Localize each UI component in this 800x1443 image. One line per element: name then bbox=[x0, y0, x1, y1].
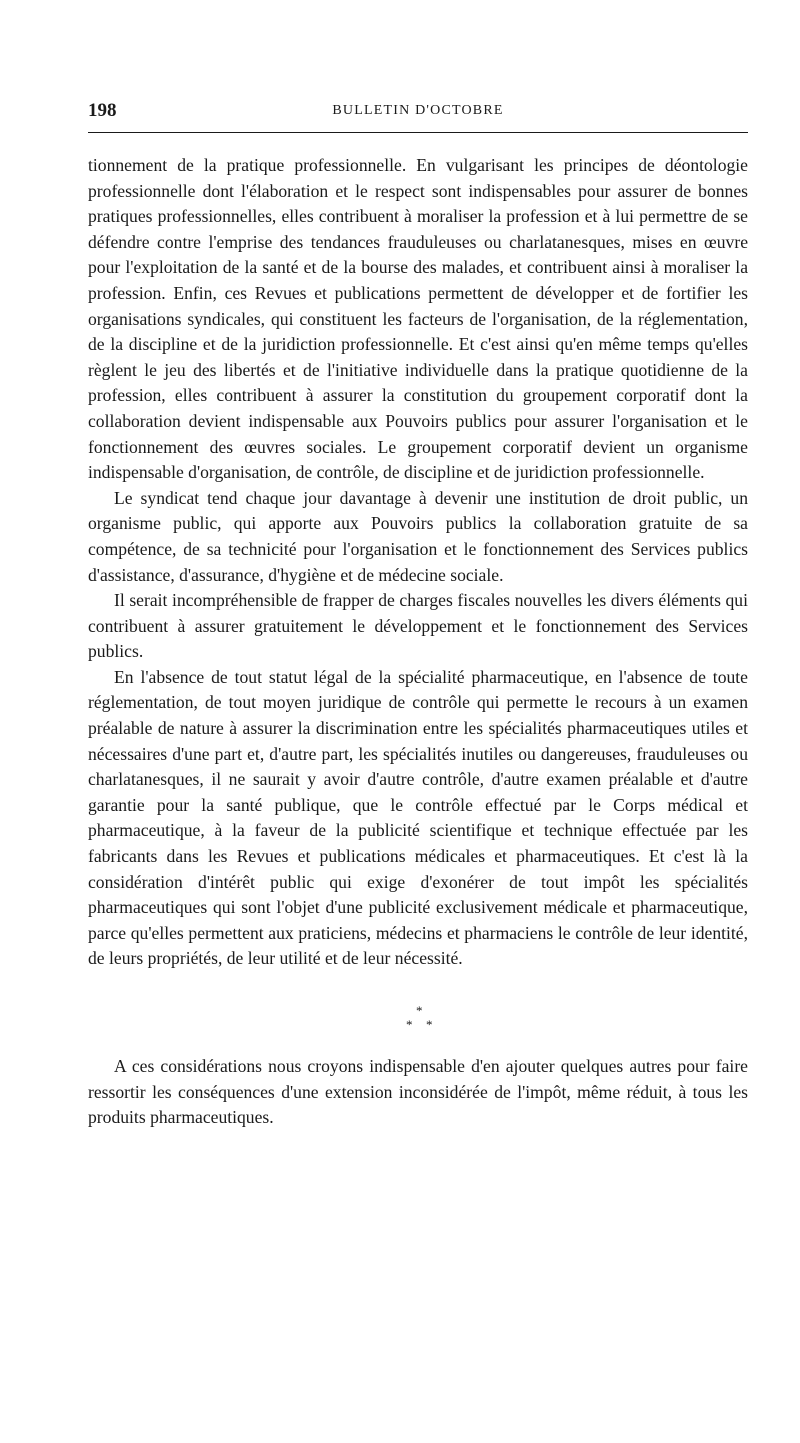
asterism-separator bbox=[88, 988, 748, 1044]
running-title: BULLETIN D'OCTOBRE bbox=[332, 103, 504, 118]
paragraph-closing: A ces considérations nous croyons indispensable d'en ajouter quelques autres pour faire ressortir les conséquences d'une extension inconsidérée de l'impôt, même réduit, à tous les produits pharmaceutiques. bbox=[88, 1056, 748, 1128]
paragraph-absence-statut: En l'absence de tout statut légal de la spécialité pharmaceutique, en l'absence de toute réglementation, de tout moyen juridique de contrôle qui permette le recours à un examen préalable de nature à assurer la discrimination entre les spécialités pharmaceutiques utiles et nécessaires d'une part et, d'autre part, les spécialités inutiles ou dangereuses, frauduleuses ou charlatanesques, il ne saurait y avoir d'autre contrôle, d'autre examen préalable et d'autre garantie pour la santé publique, que le contrôle effectué par le Corps médical et pharmaceutique, à la faveur de la publicité scientifique et technique effectuée par les fabricants dans les Revues et publications médicales et pharmaceutiques. Et c'est là la considération d'intérêt public qui exige d'exonérer de tout impôt les spécialités pharmaceutiques qui sont l'objet d'une publicité exclusivement médicale et pharmaceutique, parce qu'elles permettent aux praticiens, médecins et pharmaciens le contrôle de leur identité, de leurs propriétés, de leur utilité et de leur nécessité. bbox=[88, 666, 748, 969]
page-number: 198 bbox=[88, 100, 117, 121]
paragraph-syndicat: Le syndicat tend chaque jour davantage à devenir une institution de droit public, un organisme public, qui apporte aux Pouvoirs publics la collaboration gratuite de sa compétence, de sa technicité pour l'organisation et le fonctionnement des Services publics d'assistance, d'assurance, d'hygiène et de médecine sociale. bbox=[88, 487, 748, 585]
asterism-star-right: * bbox=[426, 1017, 433, 1032]
body-text bbox=[88, 153, 748, 1131]
page bbox=[88, 0, 748, 1131]
asterism-star-top: * bbox=[416, 1003, 423, 1018]
paragraph-charges-fiscales: Il serait incompréhensible de frapper de charges fiscales nouvelles les divers éléments qui contribuent à assurer gratuitement le développement et le fonctionnement des Services publics. bbox=[88, 590, 748, 662]
page-header bbox=[88, 96, 748, 133]
asterism-star-left: * bbox=[406, 1017, 413, 1032]
paragraph-continuation: tionnement de la pratique professionnelle. En vulgarisant les principes de déontologie professionnelle dont l'élaboration et le respect sont indispensables pour assurer de bonnes pratiques professionnelles, elles contribuent à moraliser la profession et à lui permettre de se défendre contre l'emprise des tendances frauduleuses ou charlatanesques, mises en œuvre pour l'exploitation de la santé et de la bourse des malades, et contribuent ainsi à moraliser la profession. Enfin, ces Revues et publications permettent de développer et de fortifier les organisations syndicales, qui constituent les facteurs de l'organisation, de la réglementation, de la discipline et de la juridiction professionnelle. Et c'est ainsi qu'en même temps qu'elles règlent le jeu des libertés et de l'initiative individuelle dans la pratique quotidienne de la profession, elles contribuent à assurer la constitution du groupement corporatif dont la collaboration devient indispensable aux Pouvoirs publics pour assurer l'organisation et le fonctionnement des œuvres sociales. Le groupement corporatif devient un organisme indispensable d'organisation, de contrôle, de discipline et de juridiction professionnelle. bbox=[88, 155, 748, 483]
